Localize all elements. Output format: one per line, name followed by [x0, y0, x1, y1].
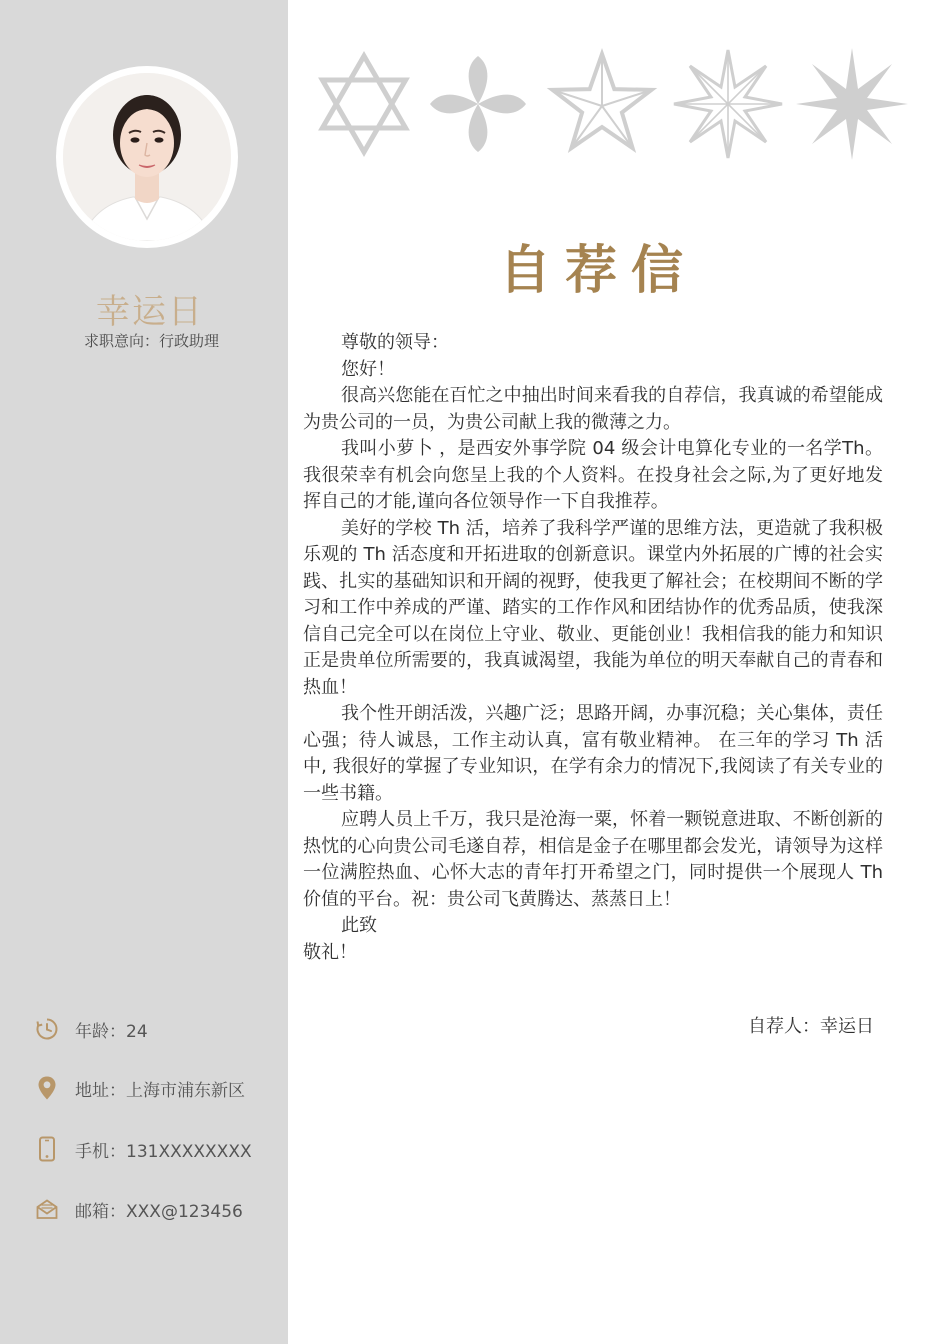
age-text: 年龄：24 — [75, 1021, 148, 1042]
closing-salute: 敬礼！ — [303, 941, 357, 963]
paragraph: 我个性开朗活泼，兴趣广泛；思路开阔，办事沉稳；关心集体，责任心强；待人诚恳，工作主动认真，富有敬业精神。 在三年的学习 Th 活中, 我很好的掌握了专业知识，在学有余力的情况下,我阅读了有关专业的一些书籍。 — [303, 703, 883, 804]
job-intent: 求职意向：行政助理 — [83, 332, 219, 350]
four-petal-cross-icon — [430, 56, 526, 152]
hexagram-icon — [322, 56, 405, 152]
paragraph: 美好的学校 Th 活，培养了我科学严谨的思维方法，更造就了我积极乐观的 Th 活态度和开拓进取的创新意识。课堂内外拓展的广博的社会实践、扎实的基础知识和开阔的视野，使我更了解社会；在校期间不断的学习和工作中养成的严谨、踏实的工作作风和团结协作的优秀品质，使我深信自己完全可以在岗位上守业、敬业、更能创业！我相信我的能力和知识正是贵单位所需要的，我真诚渴望，我能为单位的明天奉献自己的青春和热血！ — [303, 517, 883, 698]
email-row — [34, 1195, 243, 1223]
email-text: 邮箱：XXX@123456 — [75, 1201, 243, 1222]
five-point-star-icon — [553, 54, 652, 148]
avatar-frame — [56, 66, 238, 248]
closing-line: 此致 — [341, 915, 377, 936]
sidebar — [0, 0, 288, 1344]
greeting: 您好！ — [341, 358, 395, 380]
phone-text: 手机：131XXXXXXXX — [75, 1141, 252, 1162]
paragraph: 我叫小萝卜 ，是西安外事学院 04 级会计电算化专业的一名学Th。我很荣幸有机会向您呈上我的个人资料。在投身社会之际,为了更好地发挥自己的才能,谨向各位领导作一下自我推荐。 — [303, 438, 883, 512]
phone-row — [34, 1135, 252, 1163]
letter-body — [303, 330, 883, 966]
eight-point-star-icon — [674, 50, 782, 158]
address-row — [34, 1074, 245, 1102]
solid-star-icon — [796, 48, 908, 160]
age-row — [34, 1015, 148, 1043]
address-text: 地址：上海市浦东新区 — [75, 1080, 245, 1101]
salutation: 尊敬的领导： — [341, 332, 449, 353]
paragraph: 很高兴您能在百忙之中抽出时间来看我的自荐信，我真诚的希望能成为贵公司的一员，为贵公司献上我的微薄之力。 — [303, 385, 883, 433]
avatar — [63, 73, 231, 241]
decorative-stars — [310, 42, 920, 166]
signature: 自荐人：幸运日 — [748, 1016, 874, 1037]
page-title: 自荐信 — [498, 241, 697, 301]
applicant-name: 幸运日 — [96, 292, 204, 332]
envelope-icon — [34, 1196, 60, 1222]
paragraph: 应聘人员上千万，我只是沧海一粟，怀着一颗锐意进取、不断创新的热忱的心向贵公司毛遂自荐，相信是金子在哪里都会发光，请领导为这样一位满腔热血、心怀大志的青年打开希望之门，同时提供一个展现人 Th 价值的平台。祝：贵公司飞黄腾达、蒸蒸日上！ — [303, 809, 883, 910]
clock-icon — [34, 1016, 60, 1042]
location-pin-icon — [34, 1075, 60, 1101]
phone-icon — [34, 1136, 60, 1162]
